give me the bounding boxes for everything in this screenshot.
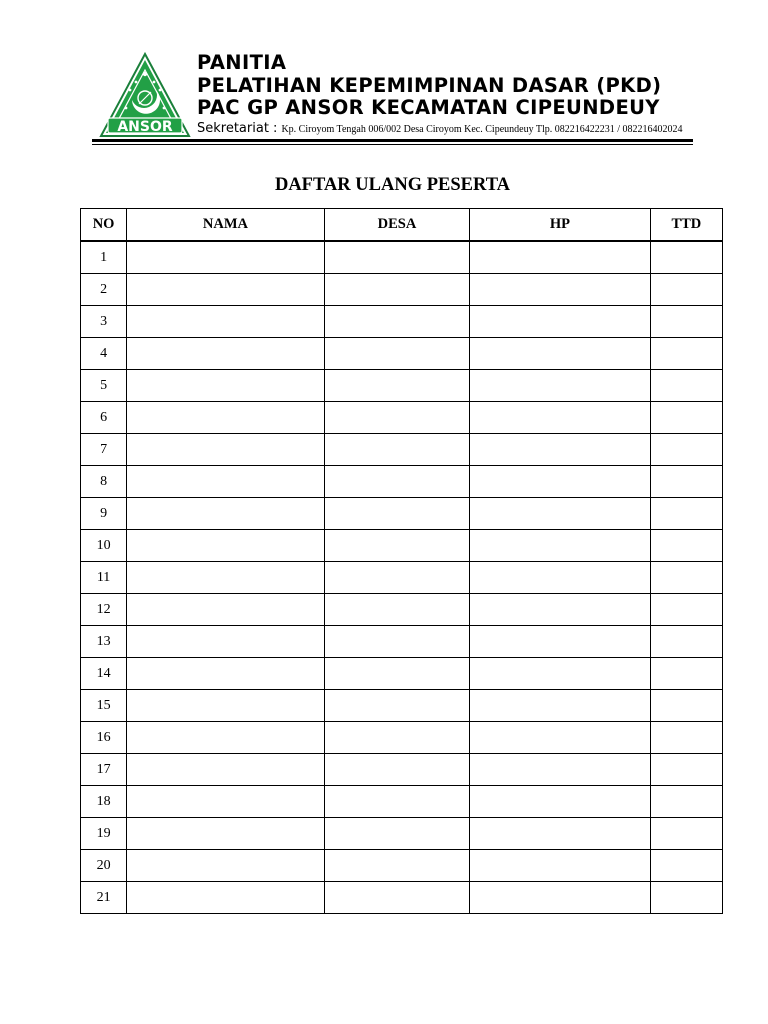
table-row bbox=[81, 402, 723, 434]
row-number-cell: 6 bbox=[81, 402, 127, 434]
nama-cell[interactable] bbox=[127, 370, 325, 402]
hp-cell[interactable] bbox=[470, 722, 651, 754]
row-number-cell: 8 bbox=[81, 466, 127, 498]
nama-cell[interactable] bbox=[127, 722, 325, 754]
nama-cell[interactable] bbox=[127, 402, 325, 434]
desa-cell[interactable] bbox=[324, 722, 469, 754]
row-number-cell: 7 bbox=[81, 434, 127, 466]
hp-cell[interactable] bbox=[470, 370, 651, 402]
ttd-cell[interactable] bbox=[650, 466, 722, 498]
ttd-cell[interactable] bbox=[650, 338, 722, 370]
ttd-cell[interactable] bbox=[650, 562, 722, 594]
nama-cell[interactable] bbox=[127, 658, 325, 690]
table-row bbox=[81, 658, 723, 690]
ttd-cell[interactable] bbox=[650, 434, 722, 466]
hp-cell[interactable] bbox=[470, 274, 651, 306]
hp-cell[interactable] bbox=[470, 498, 651, 530]
hp-cell[interactable] bbox=[470, 434, 651, 466]
table-row bbox=[81, 690, 723, 722]
nama-cell[interactable] bbox=[127, 241, 325, 274]
header-line-event: PELATIHAN KEPEMIMPINAN DASAR (PKD) bbox=[197, 73, 662, 97]
hp-cell[interactable] bbox=[470, 850, 651, 882]
ttd-cell[interactable] bbox=[650, 370, 722, 402]
table-row bbox=[81, 241, 723, 274]
row-number-cell: 20 bbox=[81, 850, 127, 882]
hp-cell[interactable] bbox=[470, 594, 651, 626]
organization-name bbox=[197, 52, 661, 120]
hp-cell[interactable] bbox=[470, 466, 651, 498]
table-row bbox=[81, 338, 723, 370]
column-header-ttd: TTD bbox=[650, 209, 722, 242]
nama-cell[interactable] bbox=[127, 786, 325, 818]
desa-cell[interactable] bbox=[324, 241, 469, 274]
header-line-panitia: PANITIA bbox=[197, 51, 287, 74]
secretariat-address bbox=[197, 119, 683, 137]
table-row bbox=[81, 274, 723, 306]
desa-cell[interactable] bbox=[324, 562, 469, 594]
table-row bbox=[81, 882, 723, 914]
desa-cell[interactable] bbox=[324, 306, 469, 338]
nama-cell[interactable] bbox=[127, 530, 325, 562]
ttd-cell[interactable] bbox=[650, 274, 722, 306]
ttd-cell[interactable] bbox=[650, 690, 722, 722]
desa-cell[interactable] bbox=[324, 402, 469, 434]
table-row bbox=[81, 466, 723, 498]
row-number-cell: 4 bbox=[81, 338, 127, 370]
hp-cell[interactable] bbox=[470, 306, 651, 338]
desa-cell[interactable] bbox=[324, 370, 469, 402]
table-body bbox=[81, 241, 723, 914]
ttd-cell[interactable] bbox=[650, 594, 722, 626]
desa-cell[interactable] bbox=[324, 850, 469, 882]
ttd-cell[interactable] bbox=[650, 722, 722, 754]
ttd-cell[interactable] bbox=[650, 306, 722, 338]
table-row bbox=[81, 850, 723, 882]
ttd-cell[interactable] bbox=[650, 530, 722, 562]
ttd-cell[interactable] bbox=[650, 850, 722, 882]
desa-cell[interactable] bbox=[324, 626, 469, 658]
desa-cell[interactable] bbox=[324, 690, 469, 722]
table-row bbox=[81, 498, 723, 530]
document-title: DAFTAR ULANG PESERTA bbox=[274, 175, 511, 195]
desa-cell[interactable] bbox=[324, 882, 469, 914]
table-row bbox=[81, 530, 723, 562]
table-row bbox=[81, 786, 723, 818]
column-header-desa: DESA bbox=[324, 209, 469, 242]
column-header-no: NO bbox=[81, 209, 127, 242]
nama-cell[interactable] bbox=[127, 626, 325, 658]
table-row bbox=[81, 306, 723, 338]
desa-cell[interactable] bbox=[324, 754, 469, 786]
header-divider-thin bbox=[92, 144, 693, 145]
hp-cell[interactable] bbox=[470, 626, 651, 658]
desa-cell[interactable] bbox=[324, 594, 469, 626]
hp-cell[interactable] bbox=[470, 658, 651, 690]
desa-cell[interactable] bbox=[324, 498, 469, 530]
header-divider-thick bbox=[92, 139, 693, 142]
table-row bbox=[81, 434, 723, 466]
row-number-cell: 13 bbox=[81, 626, 127, 658]
desa-cell[interactable] bbox=[324, 338, 469, 370]
table-row bbox=[81, 370, 723, 402]
table-header-row bbox=[81, 209, 723, 242]
desa-cell[interactable] bbox=[324, 530, 469, 562]
table-row bbox=[81, 594, 723, 626]
hp-cell[interactable] bbox=[470, 530, 651, 562]
row-number-cell: 21 bbox=[81, 882, 127, 914]
address-text: Kp. Ciroyom Tengah 006/002 Desa Ciroyom Kec. Cipeundeuy Tlp. 082216422231 / 082216402024 bbox=[281, 124, 683, 135]
nama-cell[interactable] bbox=[127, 562, 325, 594]
table-row bbox=[81, 818, 723, 850]
ttd-cell[interactable] bbox=[650, 754, 722, 786]
desa-cell[interactable] bbox=[324, 786, 469, 818]
row-number-cell: 15 bbox=[81, 690, 127, 722]
column-header-nama: NAMA bbox=[127, 209, 325, 242]
nama-cell[interactable] bbox=[127, 498, 325, 530]
desa-cell[interactable] bbox=[324, 274, 469, 306]
hp-cell[interactable] bbox=[470, 241, 651, 274]
hp-cell[interactable] bbox=[470, 562, 651, 594]
table-row bbox=[81, 626, 723, 658]
row-number-cell: 14 bbox=[81, 658, 127, 690]
ttd-cell[interactable] bbox=[650, 402, 722, 434]
nama-cell[interactable] bbox=[127, 754, 325, 786]
row-number-cell: 16 bbox=[81, 722, 127, 754]
nama-cell[interactable] bbox=[127, 850, 325, 882]
nama-cell[interactable] bbox=[127, 466, 325, 498]
ttd-cell[interactable] bbox=[650, 241, 722, 274]
row-number-cell: 9 bbox=[81, 498, 127, 530]
table-row bbox=[81, 722, 723, 754]
nama-cell[interactable] bbox=[127, 818, 325, 850]
ttd-cell[interactable] bbox=[650, 882, 722, 914]
row-number-cell: 10 bbox=[81, 530, 127, 562]
logo-wordmark: ANSOR bbox=[117, 119, 173, 135]
address-label: Sekretariat : bbox=[197, 121, 278, 136]
ttd-cell[interactable] bbox=[650, 658, 722, 690]
column-header-hp: HP bbox=[470, 209, 651, 242]
hp-cell[interactable] bbox=[470, 786, 651, 818]
row-number-cell: 12 bbox=[81, 594, 127, 626]
row-number-cell: 5 bbox=[81, 370, 127, 402]
hp-cell[interactable] bbox=[470, 690, 651, 722]
header-line-organization: PAC GP ANSOR KECAMATAN CIPEUNDEUY bbox=[197, 96, 660, 119]
hp-cell[interactable] bbox=[470, 882, 651, 914]
desa-cell[interactable] bbox=[324, 658, 469, 690]
hp-cell[interactable] bbox=[470, 402, 651, 434]
row-number-cell: 17 bbox=[81, 754, 127, 786]
desa-cell[interactable] bbox=[324, 818, 469, 850]
row-number-cell: 1 bbox=[81, 241, 127, 274]
row-number-cell: 2 bbox=[81, 274, 127, 306]
hp-cell[interactable] bbox=[470, 818, 651, 850]
gp-ansor-logo bbox=[99, 52, 191, 138]
table-row bbox=[81, 562, 723, 594]
nama-cell[interactable] bbox=[127, 594, 325, 626]
ttd-cell[interactable] bbox=[650, 498, 722, 530]
nama-cell[interactable] bbox=[127, 882, 325, 914]
nama-cell[interactable] bbox=[127, 306, 325, 338]
row-number-cell: 3 bbox=[81, 306, 127, 338]
row-number-cell: 19 bbox=[81, 818, 127, 850]
hp-cell[interactable] bbox=[470, 754, 651, 786]
desa-cell[interactable] bbox=[324, 466, 469, 498]
nama-cell[interactable] bbox=[127, 690, 325, 722]
hp-cell[interactable] bbox=[470, 338, 651, 370]
desa-cell[interactable] bbox=[324, 434, 469, 466]
ttd-cell[interactable] bbox=[650, 786, 722, 818]
attendance-table bbox=[80, 208, 723, 914]
row-number-cell: 11 bbox=[81, 562, 127, 594]
nama-cell[interactable] bbox=[127, 434, 325, 466]
letterhead bbox=[0, 0, 768, 150]
ttd-cell[interactable] bbox=[650, 818, 722, 850]
row-number-cell: 18 bbox=[81, 786, 127, 818]
nama-cell[interactable] bbox=[127, 274, 325, 306]
ttd-cell[interactable] bbox=[650, 626, 722, 658]
nama-cell[interactable] bbox=[127, 338, 325, 370]
table-row bbox=[81, 754, 723, 786]
